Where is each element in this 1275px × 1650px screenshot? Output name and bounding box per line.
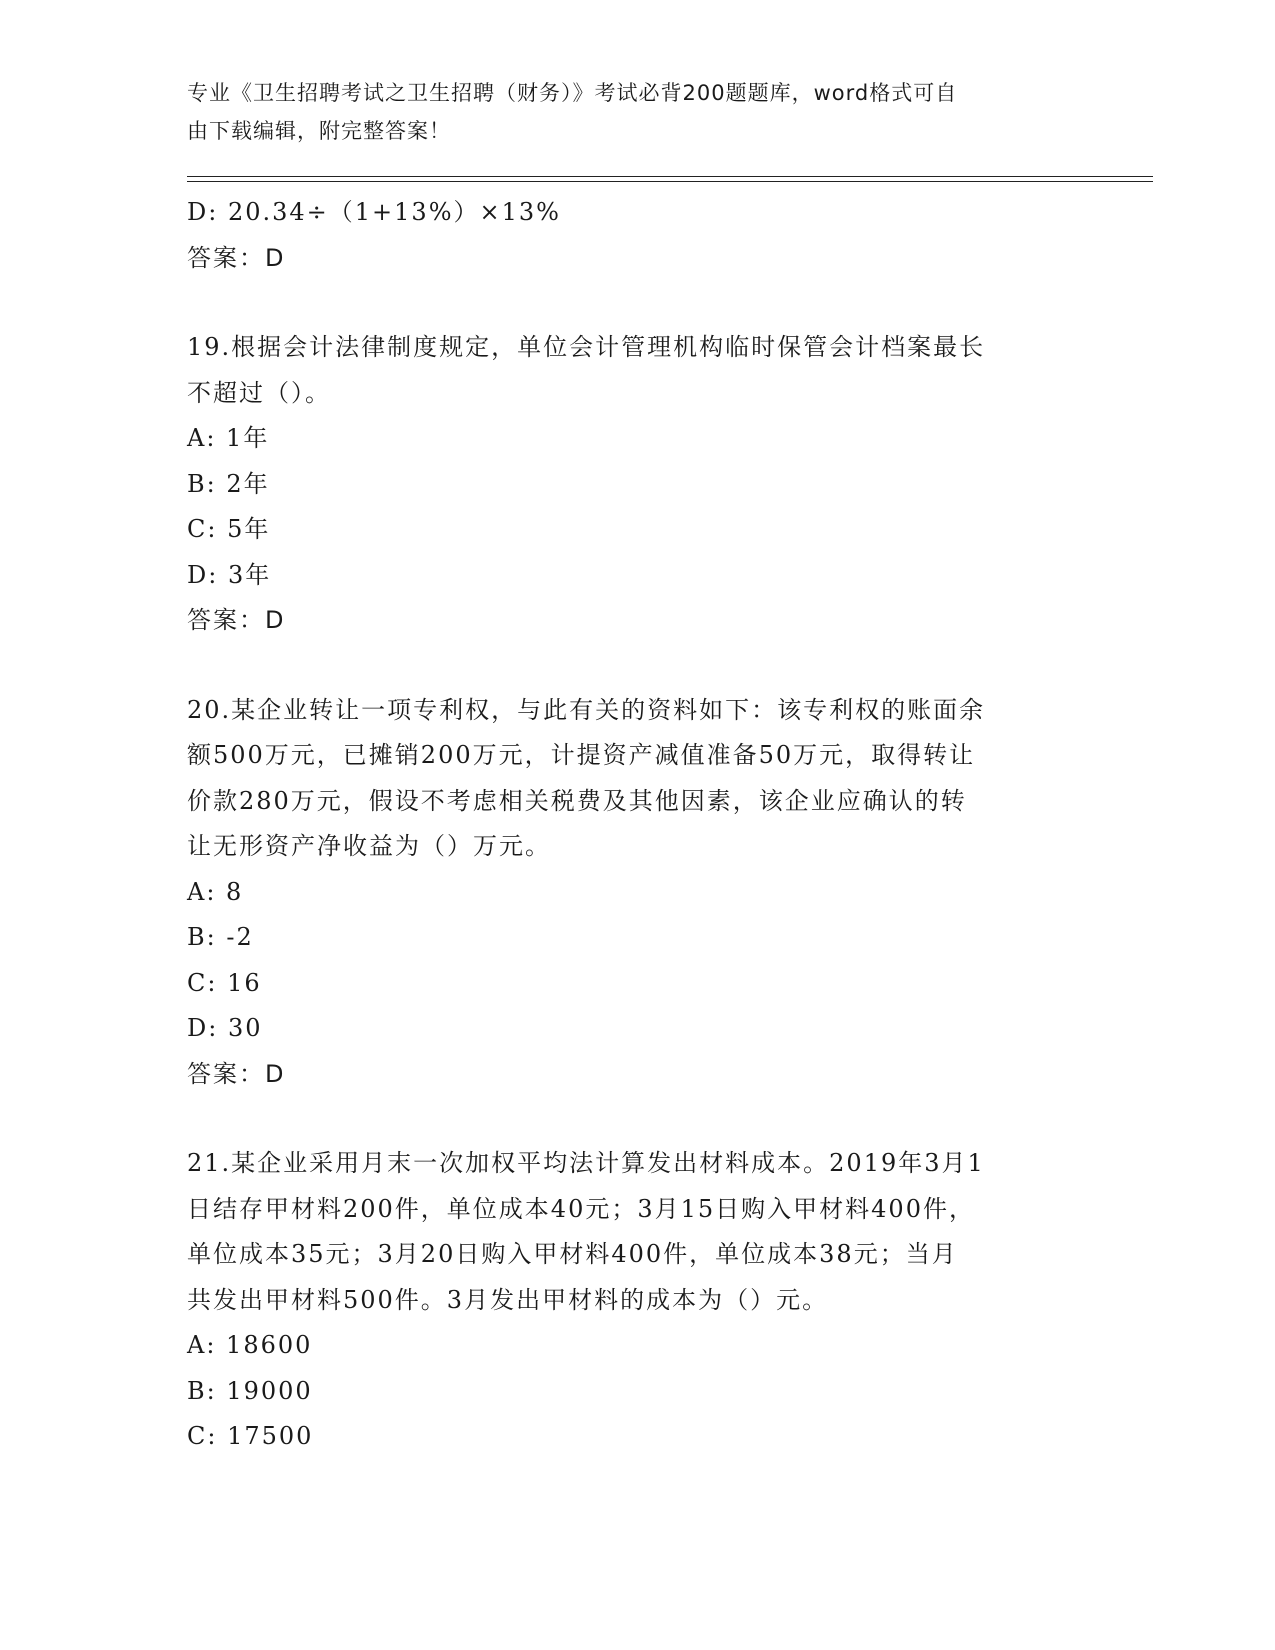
option-a: A: 18600 [187, 1331, 313, 1359]
question-20 [187, 688, 1087, 1098]
option-c: C: 17500 [187, 1422, 314, 1450]
question-list [187, 190, 1087, 1460]
document-header [187, 74, 1067, 150]
question-stem-line: 价款280万元，假设不考虑相关税费及其他因素，该企业应确认的转 [187, 786, 967, 815]
option-a: A: 8 [187, 877, 244, 906]
answer-line: 答案：D [187, 606, 286, 634]
header-title-line-2: 由下载编辑，附完整答案！ [187, 119, 451, 143]
header-title-line-1: 专业《卫生招聘考试之卫生招聘（财务）》考试必背200题题库，word格式可自 [187, 81, 958, 105]
question-stem-line: 不超过（）。 [187, 378, 331, 407]
option-d: D: 30 [187, 1014, 263, 1042]
question-stem-line: 19.根据会计法律制度规定，单位会计管理机构临时保管会计档案最长 [187, 333, 986, 361]
question-19 [187, 325, 1087, 644]
header-divider-bottom [187, 181, 1153, 182]
question-spacer [187, 644, 1087, 688]
question-stem-line: 让无形资产净收益为（）万元。 [187, 832, 551, 860]
option-b: B: 2年 [187, 469, 270, 498]
question-stem-line: 20.某企业转让一项专利权，与此有关的资料如下：该专利权的账面余 [187, 695, 986, 724]
option-b: B: -2 [187, 923, 254, 951]
question-spacer [187, 281, 1087, 325]
option-d: D: 3年 [187, 560, 272, 589]
answer-line: 答案：D [187, 1059, 286, 1088]
option-b: B: 19000 [187, 1376, 313, 1405]
question-spacer [187, 1097, 1087, 1141]
option-c: C: 5年 [187, 515, 271, 543]
question-18-tail [187, 190, 1087, 281]
option-a: A: 1年 [187, 424, 270, 452]
option-d: D: 20.34÷（1+13%）×13% [187, 198, 561, 226]
question-stem-line: 单位成本35元；3月20日购入甲材料400件，单位成本38元；当月 [187, 1240, 958, 1268]
question-stem-line: 日结存甲材料200件，单位成本40元；3月15日购入甲材料400件， [187, 1194, 975, 1223]
question-stem-line: 额500万元，已摊销200万元，计提资产减值准备50万元，取得转让 [187, 741, 976, 769]
question-stem-line: 21.某企业采用月末一次加权平均法计算发出材料成本。2019年3月1 [187, 1149, 985, 1177]
option-c: C: 16 [187, 968, 262, 997]
header-divider-top [187, 176, 1153, 177]
question-stem-line: 共发出甲材料500件。3月发出甲材料的成本为（）元。 [187, 1285, 829, 1314]
answer-line: 答案：D [187, 243, 286, 272]
question-21 [187, 1141, 1087, 1460]
